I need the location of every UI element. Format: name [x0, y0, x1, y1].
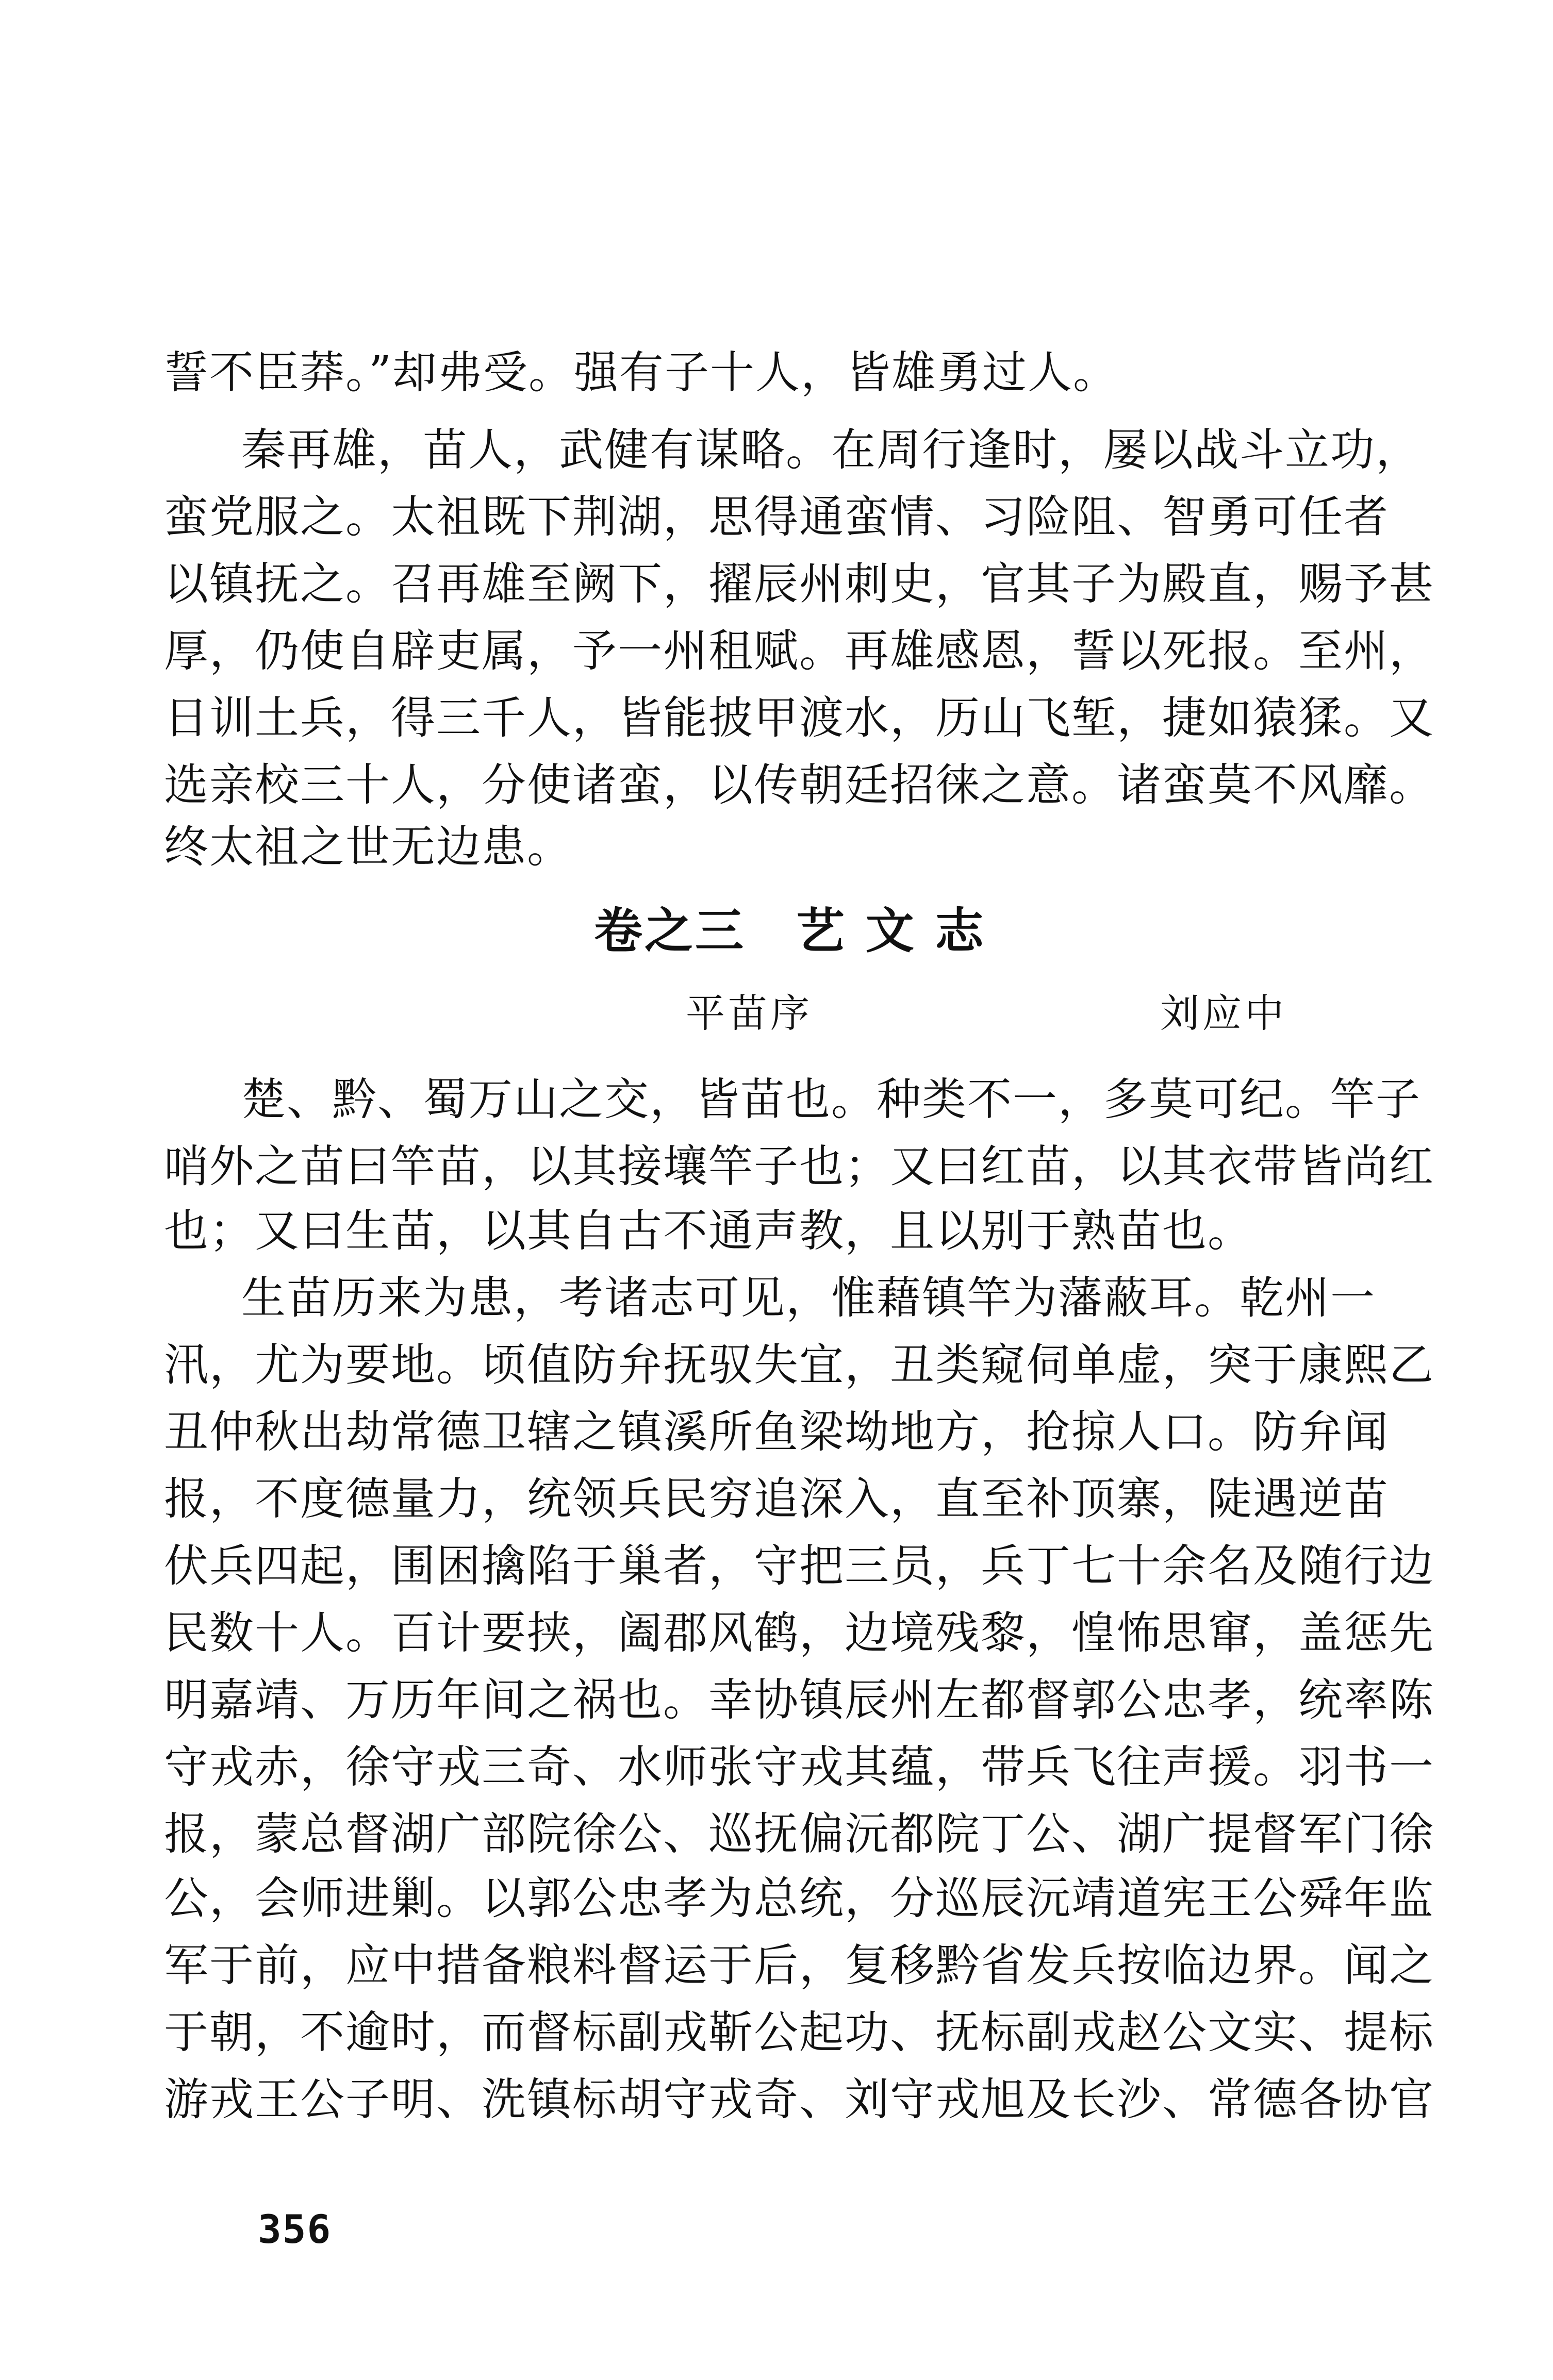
page-number: 356: [258, 2206, 332, 2252]
text-line: 守戎赤，徐守戎三奇、水师张守戎其蕴，带兵飞往声援。羽书一: [164, 1741, 1434, 1793]
text-line: 也；又曰生苗，以其自古不通声教，且以别于熟苗也。: [164, 1205, 1253, 1257]
text-line: 选亲校三十人，分使诸蛮，以传朝廷招徕之意。诸蛮莫不风靡。: [164, 759, 1434, 811]
text-line: 军于前，应中措备粮料督运于后，复移黔省发兵按临边界。闻之: [164, 1940, 1434, 1991]
text-line: 哨外之苗曰竿苗，以其接壤竿子也；又曰红苗，以其衣带皆尚红: [164, 1141, 1434, 1192]
text-line: 报，蒙总督湖广部院徐公、巡抚偏沅都院丁公、湖广提督军门徐: [164, 1808, 1434, 1860]
text-line: 公，会师进剿。以郭公忠孝为总统，分巡辰沅靖道宪王公舜年监: [164, 1873, 1434, 1924]
text-line: 秦再雄，苗人，武健有谋略。在周行逢时，屡以战斗立功，: [241, 424, 1421, 476]
text-line: 蛮党服之。太祖既下荆湖，思得通蛮情、习险阻、智勇可任者: [164, 491, 1389, 543]
text-line: 以镇抚之。召再雄至阙下，擢辰州刺史，官其子为殿直，赐予甚: [164, 558, 1434, 610]
article-author: 刘应中: [1160, 990, 1287, 1036]
text-line: 伏兵四起，围困擒陷于巢者，守把三员，兵丁七十余名及随行边: [164, 1540, 1434, 1592]
text-line: 誓不臣莽。”却弗受。强有子十人，皆雄勇过人。: [164, 347, 1118, 398]
text-line: 民数十人。百计要挟，阖郡风鹤，边境残黎，惶怖思窜，盖惩先: [164, 1607, 1434, 1659]
text-line: 厚，仍使自辟吏属，予一州租赋。再雄感恩，誓以死报。至州，: [164, 625, 1434, 677]
text-line: 于朝，不逾时，而督标副戎靳公起功、抚标副戎赵公文实、提标: [164, 2007, 1434, 2058]
section-heading: 卷之三 艺 文 志: [594, 903, 986, 959]
text-line: 日训土兵，得三千人，皆能披甲渡水，历山飞堑，捷如猿猱。又: [164, 692, 1434, 744]
text-line: 明嘉靖、万历年间之祸也。幸协镇辰州左都督郭公忠孝，统率陈: [164, 1674, 1434, 1726]
text-line: 游戎王公子明、洗镇标胡守戎奇、刘守戎旭及长沙、常德各协官: [164, 2074, 1434, 2125]
text-line: 楚、黔、蜀万山之交，皆苗也。种类不一，多莫可纪。竿子: [241, 1074, 1421, 1125]
text-line: 生苗历来为患，考诸志可见，惟藉镇竿为藩蔽耳。乾州一: [241, 1272, 1376, 1324]
article-title: 平苗序: [686, 990, 813, 1036]
text-line: 丑仲秋出劫常德卫辖之镇溪所鱼梁坳地方，抢掠人口。防弁闻: [164, 1406, 1389, 1458]
text-line: 汛，尤为要地。顷值防弁抚驭失宜，丑类窥伺单虚，突于康熙乙: [164, 1339, 1434, 1391]
text-line: 报，不度德量力，统领兵民穷追深入，直至补顶寨，陡遇逆苗: [164, 1473, 1389, 1525]
text-line: 终太祖之世无边患。: [164, 821, 572, 873]
